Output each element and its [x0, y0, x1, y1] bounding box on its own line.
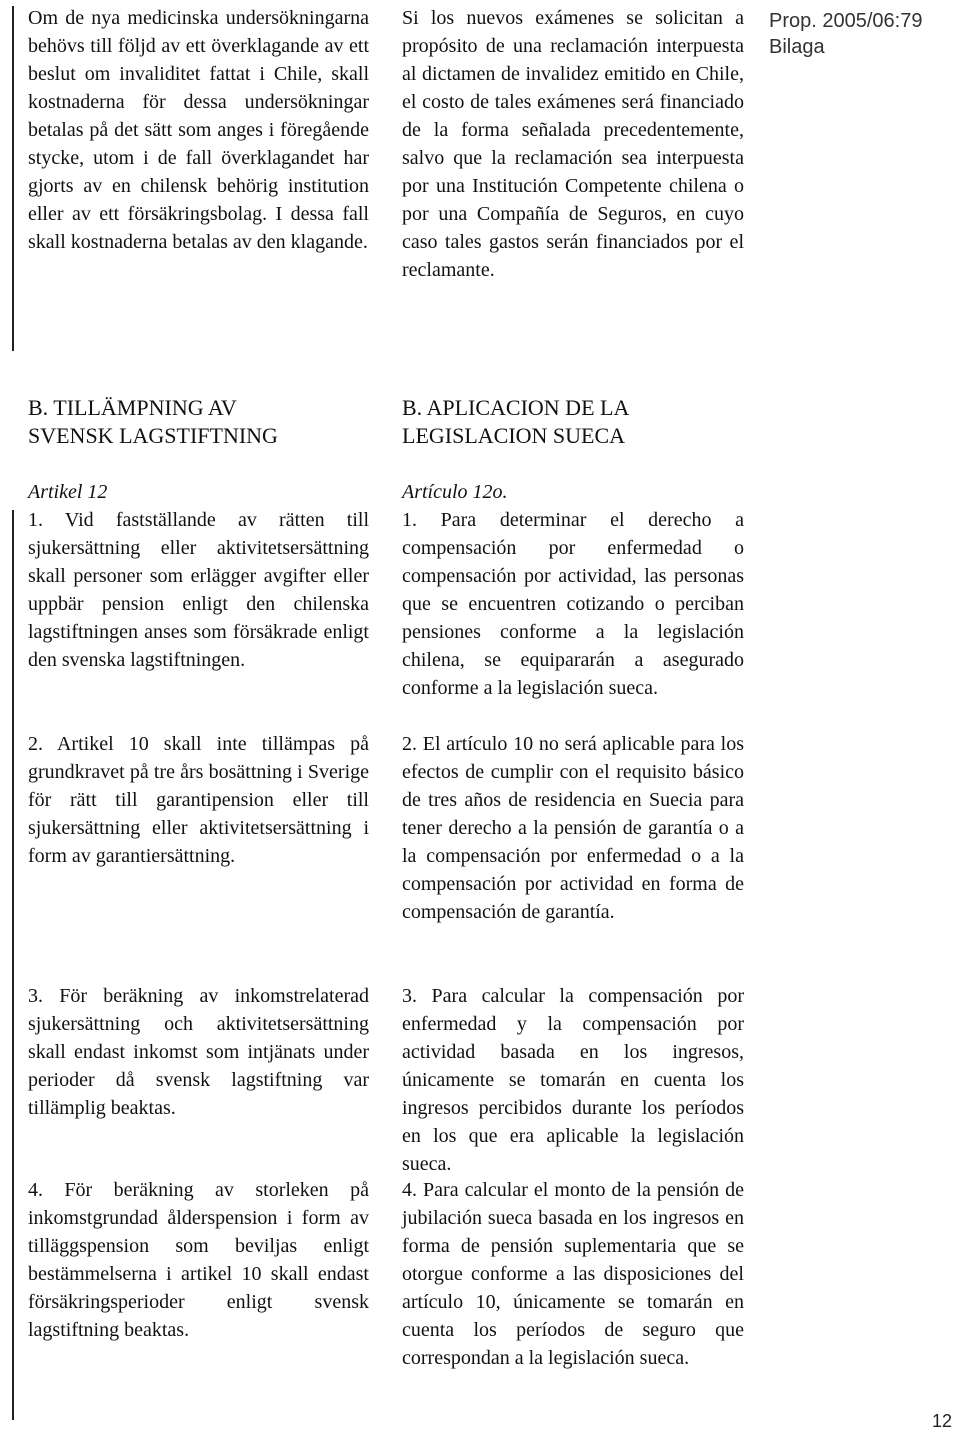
appendix-label: Bilaga — [769, 36, 825, 58]
swedish-paragraph-2-text: 2. Artikel 10 skall inte tillämpas på grundkravet på tre års bosättning i Sverige för rätt till garantipension eller till sjukersättning eller aktivitetsersättning i form av garantiersättning. — [28, 733, 369, 867]
swedish-section-heading — [28, 394, 369, 450]
swedish-paragraph-1 — [28, 506, 369, 674]
margin-bar-top — [12, 6, 14, 351]
spanish-intro-paragraph: Si los nuevos exámenes se solicitan a propósito de una reclamación interpuesta al dictamen de invalidez emitido en Chile, el costo de tales exámenes será financiado de la forma señalada precedentemente, salvo que la reclamación sea interpuesta por una Institución Competente chilena o por una Compañía de Seguros, en cuyo caso tales gastos serán financiados por el reclamante. — [402, 7, 744, 281]
spanish-paragraph-1 — [402, 506, 744, 702]
spanish-intro-block — [402, 4, 744, 284]
spanish-paragraph-2 — [402, 730, 744, 926]
swedish-intro-paragraph: Om de nya medicinska undersökningarna behövs till följd av ett överklagande av ett beslut om invaliditet fattat i Chile, skall kostnaderna för dessa undersökningar betalas på det sätt som anges i föregående stycke, utom i de fall överklagandet har gjorts av en chilensk behörig institution eller av ett försäkringsbolag. I dessa fall skall kostnaderna betalas av den klagande. — [28, 7, 369, 253]
swedish-article-label — [28, 478, 369, 506]
spanish-section-heading — [402, 394, 744, 450]
spanish-article-label — [402, 478, 744, 506]
swedish-paragraph-3-text: 3. För beräkning av inkomstrelaterad sjukersättning och aktivitetsersättning skall endast inkomst som intjänats under perioder då svensk lagstiftning var tillämplig beaktas. — [28, 985, 369, 1119]
spanish-paragraph-4-text: 4. Para calcular el monto de la pensión de jubilación sueca basada en los ingresos en forma de pensión suplementaria que se otorgue conforme a las disposiciones del artículo 10, únicamente se tomarán en cuenta los períodos de seguro que correspondan a la legislación sueca. — [402, 1179, 744, 1369]
margin-bar-bottom — [12, 510, 14, 1420]
prop-number: Prop. 2005/06:79 — [769, 10, 923, 32]
swedish-paragraph-2 — [28, 730, 369, 870]
page-number: 12 — [932, 1411, 953, 1431]
document-reference — [769, 8, 922, 60]
swedish-paragraph-1-text: 1. Vid fastställande av rätten till sjukersättning eller aktivitetsersättning skall personer som erlägger avgifter eller uppbär pension enligt den chilenska lagstiftningen anses som försäkrade enligt den svenska lagstiftningen. — [28, 509, 369, 671]
spanish-heading-line-2: LEGISLACION SUECA — [402, 423, 626, 448]
spanish-article-title: Artículo 12o. — [402, 481, 508, 503]
swedish-paragraph-3 — [28, 982, 369, 1122]
swedish-intro-block — [28, 4, 369, 256]
swedish-article-title: Artikel 12 — [28, 481, 108, 503]
spanish-paragraph-1-text: 1. Para determinar el derecho a compensación por enfermedad o compensación por actividad, las personas que se encuentren cotizando o perciban pensiones conforme a la legislación chilena, se equipararán a asegurado conforme a la legislación sueca. — [402, 509, 744, 699]
swedish-heading-line-2: SVENSK LAGSTIFTNING — [28, 423, 278, 448]
swedish-paragraph-4 — [28, 1176, 369, 1344]
spanish-heading-line-1: B. APLICACION DE LA — [402, 395, 630, 420]
spanish-paragraph-2-text: 2. El artículo 10 no será aplicable para los efectos de cumplir con el requisito básico de tres años de residencia en Suecia para tener derecho a la pensión de garantía o a la compensación por enfermedad o a la compensación por actividad en forma de compensación de garantía. — [402, 733, 744, 923]
spanish-paragraph-3-text: 3. Para calcular la compensación por enfermedad y la compensación por actividad basada en los ingresos, únicamente se tomarán en cuenta los ingresos percibidos durante los períodos en los que era aplicable la legislación sueca. — [402, 985, 744, 1175]
swedish-paragraph-4-text: 4. För beräkning av storleken på inkomstgrundad ålderspension i form av tilläggspension som beviljas enligt bestämmelserna i artikel 10 skall endast försäkringsperioder enligt svensk lagstiftning beaktas. — [28, 1179, 369, 1341]
spanish-paragraph-4 — [402, 1176, 744, 1372]
swedish-heading-line-1: B. TILLÄMPNING AV — [28, 395, 237, 420]
spanish-paragraph-3 — [402, 982, 744, 1178]
